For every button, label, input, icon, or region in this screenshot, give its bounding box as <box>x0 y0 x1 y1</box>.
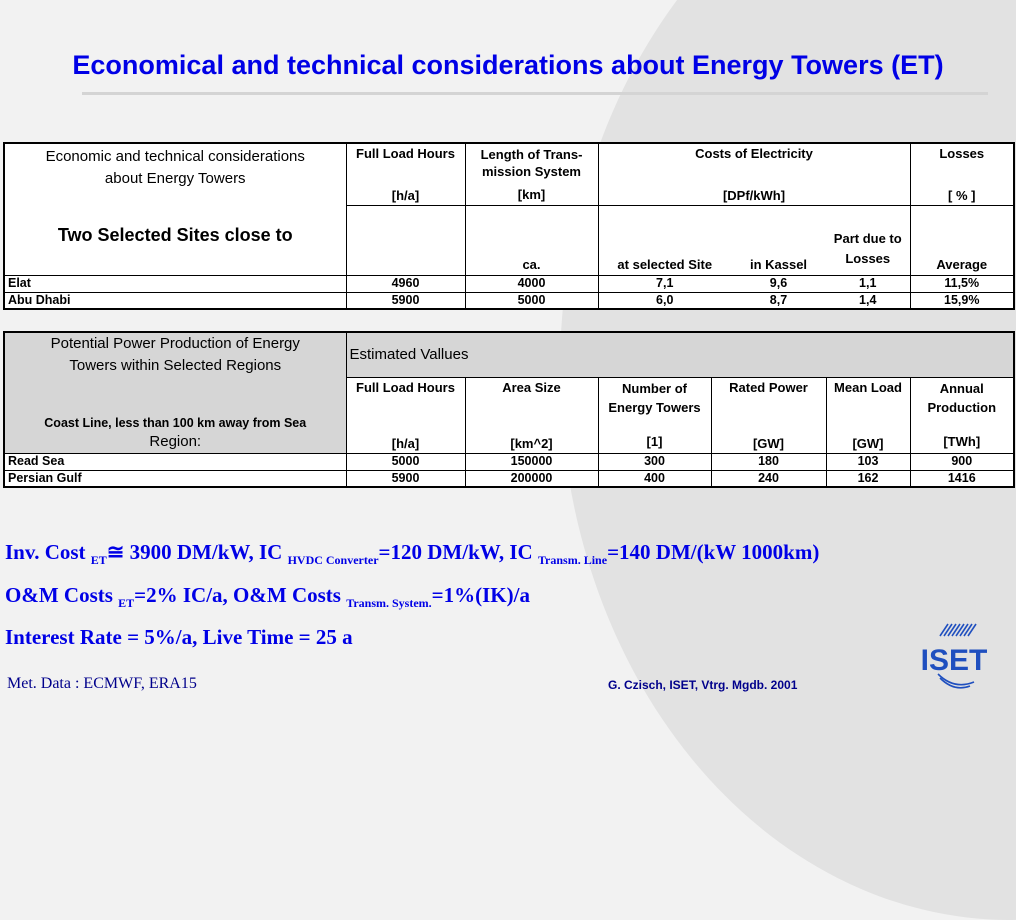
t1-sites-label: Two Selected Sites close to <box>4 205 346 275</box>
t1-col-length-line2: mission System <box>482 164 581 179</box>
iset-logo <box>918 620 990 692</box>
t2-col-full-load-label: Full Load Hours <box>356 379 455 395</box>
table-row <box>4 453 1014 470</box>
om-cost-line <box>5 583 530 611</box>
table1-heading <box>4 143 346 205</box>
t2-row-mean: 162 <box>826 470 910 487</box>
transm-system-sub: Transm. System. <box>346 596 432 611</box>
t1-col-costs-label: Costs of Electricity <box>695 146 813 161</box>
t1-row-name: Abu Dhabi <box>4 292 346 309</box>
t2-unit-number: [1] <box>646 433 663 449</box>
t2-row-annual: 1416 <box>910 470 1014 487</box>
table1-heading-line2: about Energy Towers <box>104 170 246 187</box>
t1-unit-losses: [ % ] <box>948 187 976 203</box>
t2-col-mean-label: Mean Load <box>834 379 902 395</box>
t1-col-length-line1: Length of Trans- <box>480 147 583 162</box>
t2-row-area: 200000 <box>465 470 598 487</box>
t1-unit-costs: [DPf/kWh] <box>722 187 786 203</box>
t1-sub-ca: ca. <box>465 205 598 275</box>
power-production-table <box>3 331 1015 488</box>
t1-empty-cell <box>346 205 465 275</box>
t2-row-name: Read Sea <box>4 453 346 470</box>
t2-region-label: Region: <box>149 432 202 450</box>
t2-col-number-line1: Number of <box>622 380 687 396</box>
t1-col-full-load-label: Full Load Hours <box>356 146 455 161</box>
t2-col-area <box>465 377 598 453</box>
t2-unit-annual: [TWh] <box>943 433 981 449</box>
inv-cost-value: ≅ 3900 DM/kW, IC <box>106 540 288 564</box>
t1-row-length: 4000 <box>465 275 598 292</box>
t1-col-losses-label: Losses <box>939 146 985 161</box>
t2-col-full-load <box>346 377 465 453</box>
t2-row-annual: 900 <box>910 453 1014 470</box>
title-divider <box>82 92 988 95</box>
met-data-note: Met. Data : ECMWF, ERA15 <box>7 675 197 692</box>
table-row <box>4 470 1014 487</box>
t1-row-site: 7,1 <box>598 275 731 292</box>
t2-col-rated <box>711 377 826 453</box>
t1-row-kassel: 9,6 <box>731 275 826 292</box>
t1-row-average: 15,9% <box>910 292 1014 309</box>
investment-cost-line <box>5 540 819 568</box>
transm-system-value: =1%(IK)/a <box>431 583 530 607</box>
interest-rate-line: Interest Rate = 5%/a, Live Time = 25 a <box>5 625 353 649</box>
t2-col-annual-line2: Production <box>927 399 997 415</box>
t1-col-length <box>465 143 598 205</box>
t1-sub-part <box>826 205 910 275</box>
t1-sub-site: at selected Site <box>598 205 731 275</box>
om-cost-text: O&M Costs <box>5 583 119 607</box>
t2-col-area-label: Area Size <box>502 379 561 395</box>
t2-col-mean <box>826 377 910 453</box>
logo-text: ISET <box>920 644 988 677</box>
table2-heading-line2: Towers within Selected Regions <box>69 357 282 374</box>
hvdc-value: =120 DM/kW, IC <box>378 540 538 564</box>
t2-region-cell <box>4 377 346 453</box>
t2-unit-mean: [GW] <box>852 435 884 451</box>
t1-row-part: 1,1 <box>826 275 910 292</box>
t1-row-site: 6,0 <box>598 292 731 309</box>
t2-col-annual-line1: Annual <box>939 380 984 396</box>
t1-col-full-load <box>346 143 465 205</box>
energy-sites-table <box>3 142 1015 310</box>
om-cost-value: =2% IC/a, O&M Costs <box>134 583 347 607</box>
om-cost-sub-et: ET <box>118 596 135 611</box>
t1-row-length: 5000 <box>465 292 598 309</box>
t2-col-annual <box>910 377 1014 453</box>
page-title: Economical and technical considerations about Energy Towers (ET) <box>72 50 944 80</box>
table-row <box>4 275 1014 292</box>
transm-line-value: =140 DM/(kW 1000km) <box>607 540 820 564</box>
t1-unit-full-load: [h/a] <box>391 187 420 203</box>
t2-row-rated: 180 <box>711 453 826 470</box>
table-row <box>4 292 1014 309</box>
t1-unit-length: [km] <box>517 186 546 202</box>
inv-cost-text: Inv. Cost <box>5 540 91 564</box>
t1-sub-part-line1: Part due to <box>833 230 902 246</box>
t1-row-part: 1,4 <box>826 292 910 309</box>
t2-row-full-load: 5900 <box>346 470 465 487</box>
t2-coast-line: Coast Line, less than 100 km away from Sea <box>44 415 307 430</box>
t1-col-losses <box>910 143 1014 205</box>
t2-unit-full-load: [h/a] <box>391 435 420 451</box>
t2-row-rated: 240 <box>711 470 826 487</box>
t2-row-number: 400 <box>598 470 711 487</box>
transm-line-sub: Transm. Line <box>537 553 608 568</box>
t1-row-kassel: 8,7 <box>731 292 826 309</box>
t2-row-name: Persian Gulf <box>4 470 346 487</box>
table2-heading-line1: Potential Power Production of Energy <box>50 335 300 352</box>
author-credit: G. Czisch, ISET, Vtrg. Mgdb. 2001 <box>608 678 798 692</box>
t2-estimated: Estimated Vallues <box>346 332 1014 377</box>
t1-row-full-load: 4960 <box>346 275 465 292</box>
t2-col-number-line2: Energy Towers <box>608 399 701 415</box>
t1-sub-average: Average <box>910 205 1014 275</box>
t1-sub-part-line2: Losses <box>845 250 891 266</box>
t2-col-number <box>598 377 711 453</box>
t1-row-average: 11,5% <box>910 275 1014 292</box>
t2-unit-rated: [GW] <box>752 435 785 451</box>
t1-row-full-load: 5900 <box>346 292 465 309</box>
table2-heading <box>4 332 346 377</box>
t2-row-number: 300 <box>598 453 711 470</box>
t2-row-full-load: 5000 <box>346 453 465 470</box>
t2-col-rated-label: Rated Power <box>729 379 808 395</box>
hvdc-sub: HVDC Converter <box>287 553 379 568</box>
table1-heading-line1: Economic and technical considerations <box>45 148 305 165</box>
t1-col-costs <box>598 143 910 205</box>
inv-cost-sub-et: ET <box>90 553 107 568</box>
t2-row-area: 150000 <box>465 453 598 470</box>
t2-unit-area: [km^2] <box>510 435 553 451</box>
t1-sub-kassel: in Kassel <box>731 205 826 275</box>
t1-row-name: Elat <box>4 275 346 292</box>
t2-row-mean: 103 <box>826 453 910 470</box>
